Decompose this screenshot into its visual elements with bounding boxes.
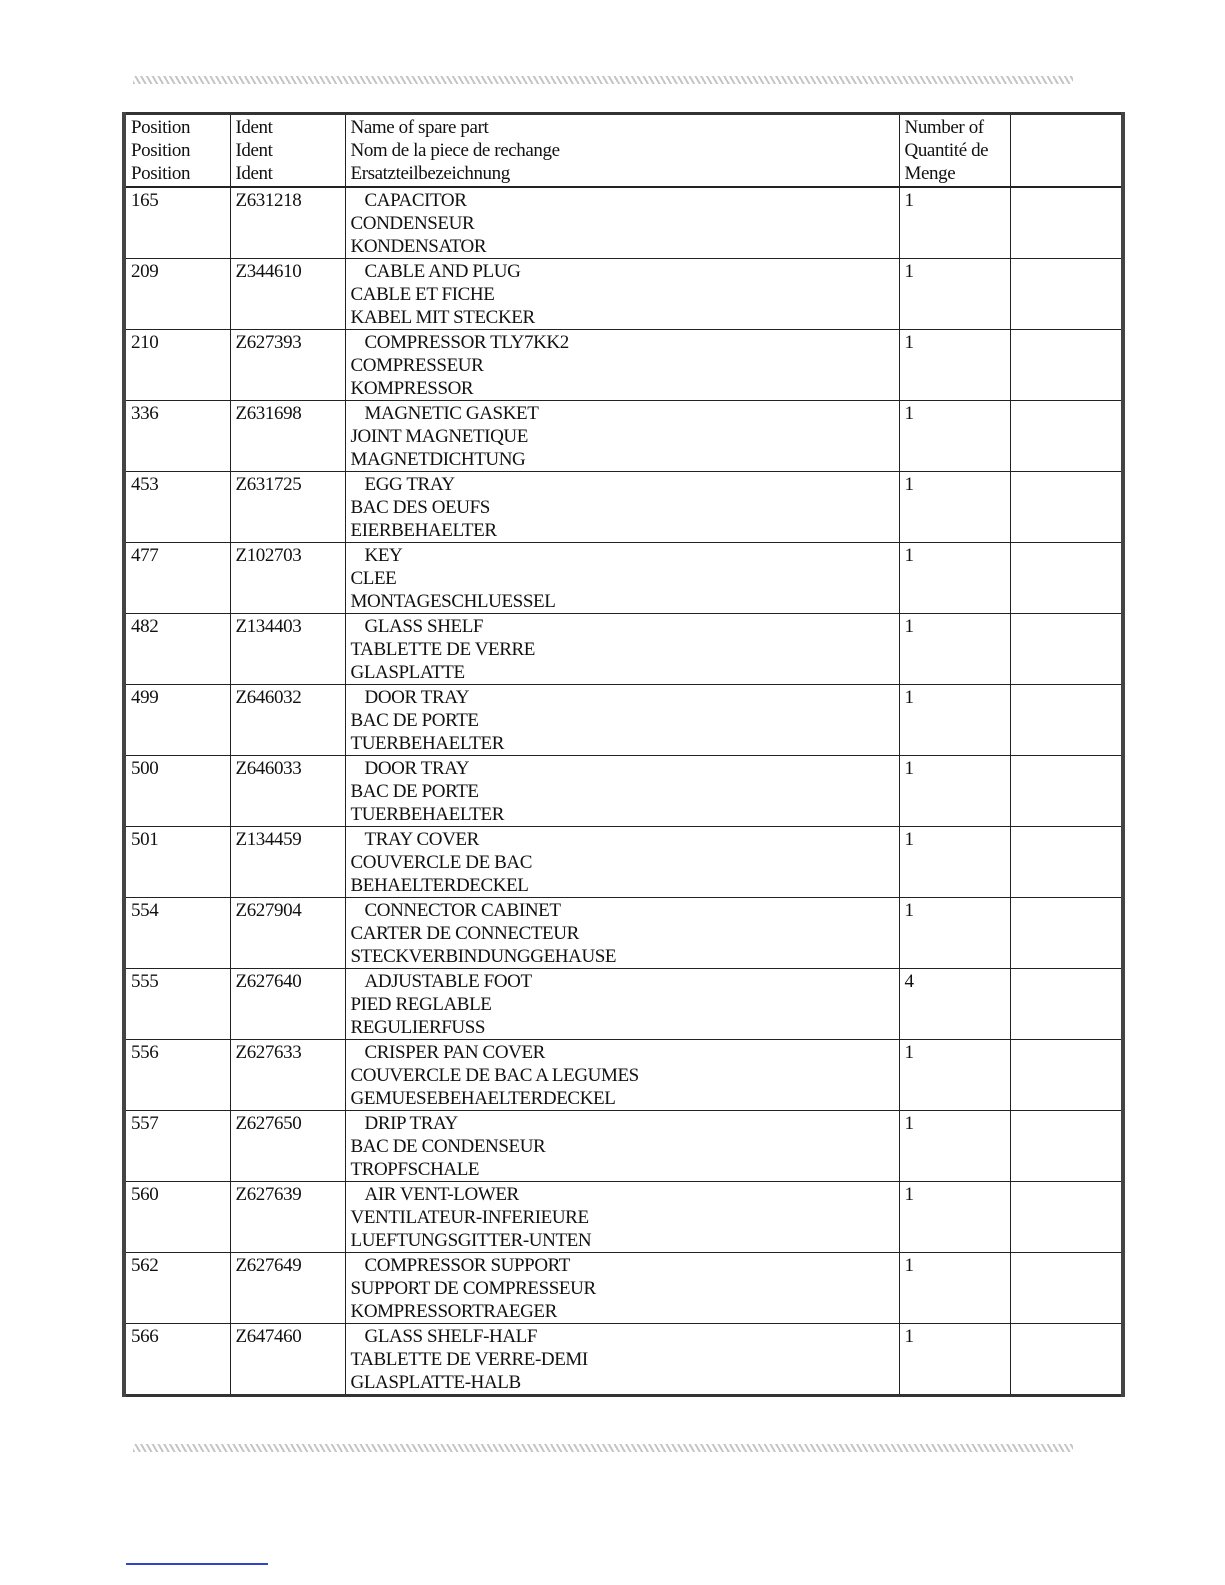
name-de: LUEFTUNGSGITTER-UNTEN <box>350 1229 592 1251</box>
name-en: CABLE AND PLUG <box>364 260 521 282</box>
name-en: ADJUSTABLE FOOT <box>364 970 532 992</box>
cell-position: 566 <box>124 1323 230 1395</box>
cell-position: 501 <box>124 826 230 897</box>
footnote-link-line <box>126 1563 268 1565</box>
cell-ident: Z646032 <box>230 684 345 755</box>
name-de: TUERBEHAELTER <box>350 803 504 825</box>
cell-ident: Z627649 <box>230 1252 345 1323</box>
cell-quantity: 1 <box>899 684 1010 755</box>
name-de: KONDENSATOR <box>350 235 487 257</box>
cell-ident: Z134459 <box>230 826 345 897</box>
name-en: TRAY COVER <box>364 828 479 850</box>
cell-name <box>345 1110 899 1181</box>
cell-ident: Z134403 <box>230 613 345 684</box>
header-quantity: Number of Quantité de Menge <box>899 114 1010 187</box>
name-en: COMPRESSOR SUPPORT <box>364 1254 570 1276</box>
header-name: Name of spare part Nom de la piece de rechange Ersatzteilbezeichnung <box>345 114 899 187</box>
cell-name <box>345 542 899 613</box>
cell-position: 562 <box>124 1252 230 1323</box>
cell-position: 500 <box>124 755 230 826</box>
name-fr: JOINT MAGNETIQUE <box>350 425 528 447</box>
cell-empty <box>1010 542 1123 613</box>
cell-quantity: 1 <box>899 329 1010 400</box>
cell-quantity: 1 <box>899 826 1010 897</box>
cell-empty <box>1010 1323 1123 1395</box>
cell-empty <box>1010 1181 1123 1252</box>
cell-name <box>345 1252 899 1323</box>
cell-position: 555 <box>124 968 230 1039</box>
cell-ident: Z627904 <box>230 897 345 968</box>
name-de: EIERBEHAELTER <box>350 519 497 541</box>
cell-ident: Z631725 <box>230 471 345 542</box>
cell-empty <box>1010 187 1123 259</box>
table-row <box>124 1252 1123 1323</box>
cell-name <box>345 329 899 400</box>
cell-position: 499 <box>124 684 230 755</box>
cell-name <box>345 258 899 329</box>
table-row <box>124 826 1123 897</box>
cell-empty <box>1010 400 1123 471</box>
name-de: KABEL MIT STECKER <box>350 306 535 328</box>
name-de: KOMPRESSOR <box>350 377 474 399</box>
cell-quantity: 1 <box>899 542 1010 613</box>
name-en: KEY <box>364 544 403 566</box>
name-fr: COUVERCLE DE BAC <box>350 851 532 873</box>
spare-parts-table <box>122 112 1125 1397</box>
table-row <box>124 471 1123 542</box>
cell-name <box>345 1039 899 1110</box>
name-de: MONTAGESCHLUESSEL <box>350 590 556 612</box>
cell-name <box>345 755 899 826</box>
cell-quantity: 1 <box>899 1181 1010 1252</box>
name-en: MAGNETIC GASKET <box>364 402 539 424</box>
cell-name <box>345 471 899 542</box>
name-de: TUERBEHAELTER <box>350 732 504 754</box>
name-de: GEMUESEBEHAELTERDECKEL <box>350 1087 616 1109</box>
cell-name <box>345 1181 899 1252</box>
cell-quantity: 1 <box>899 613 1010 684</box>
name-en: AIR VENT-LOWER <box>364 1183 519 1205</box>
cell-ident: Z344610 <box>230 258 345 329</box>
table-header-row <box>124 114 1123 187</box>
name-fr: BAC DES OEUFS <box>350 496 490 518</box>
cell-ident: Z627650 <box>230 1110 345 1181</box>
cell-position: 554 <box>124 897 230 968</box>
cell-ident: Z102703 <box>230 542 345 613</box>
table-row <box>124 187 1123 259</box>
cell-ident: Z627639 <box>230 1181 345 1252</box>
name-en: DRIP TRAY <box>364 1112 458 1134</box>
cell-empty <box>1010 1110 1123 1181</box>
name-fr: COMPRESSEUR <box>350 354 484 376</box>
cell-empty <box>1010 329 1123 400</box>
name-fr: BAC DE PORTE <box>350 709 479 731</box>
cell-ident: Z631698 <box>230 400 345 471</box>
header-position: Position Position Position <box>124 114 230 187</box>
cell-name <box>345 400 899 471</box>
name-fr: BAC DE CONDENSEUR <box>350 1135 546 1157</box>
cell-quantity: 4 <box>899 968 1010 1039</box>
cell-position: 560 <box>124 1181 230 1252</box>
cell-empty <box>1010 1252 1123 1323</box>
header-empty <box>1010 114 1123 187</box>
cell-position: 557 <box>124 1110 230 1181</box>
name-en: CONNECTOR CABINET <box>364 899 561 921</box>
cell-empty <box>1010 897 1123 968</box>
cell-position: 477 <box>124 542 230 613</box>
cell-empty <box>1010 613 1123 684</box>
cell-empty <box>1010 258 1123 329</box>
cell-position: 556 <box>124 1039 230 1110</box>
name-de: BEHAELTERDECKEL <box>350 874 529 896</box>
cell-quantity: 1 <box>899 1252 1010 1323</box>
name-fr: CLEE <box>350 567 397 589</box>
cell-position: 482 <box>124 613 230 684</box>
name-fr: CARTER DE CONNECTEUR <box>350 922 579 944</box>
name-fr: VENTILATEUR-INFERIEURE <box>350 1206 589 1228</box>
name-en: CAPACITOR <box>364 189 467 211</box>
cell-quantity: 1 <box>899 1039 1010 1110</box>
name-en: CRISPER PAN COVER <box>364 1041 545 1063</box>
table-row <box>124 1181 1123 1252</box>
name-fr: COUVERCLE DE BAC A LEGUMES <box>350 1064 639 1086</box>
name-fr: TABLETTE DE VERRE-DEMI <box>350 1348 588 1370</box>
cell-empty <box>1010 684 1123 755</box>
header-ident: Ident Ident Ident <box>230 114 345 187</box>
cell-quantity: 1 <box>899 471 1010 542</box>
table-row <box>124 542 1123 613</box>
table-row <box>124 755 1123 826</box>
name-en: DOOR TRAY <box>364 686 470 708</box>
name-de: MAGNETDICHTUNG <box>350 448 526 470</box>
cell-empty <box>1010 826 1123 897</box>
cell-position: 210 <box>124 329 230 400</box>
cell-ident: Z646033 <box>230 755 345 826</box>
table-row <box>124 613 1123 684</box>
cell-quantity: 1 <box>899 400 1010 471</box>
name-de: TROPFSCHALE <box>350 1158 480 1180</box>
name-fr: PIED REGLABLE <box>350 993 492 1015</box>
name-de: REGULIERFUSS <box>350 1016 486 1038</box>
header-divider <box>133 76 1073 84</box>
cell-name <box>345 1323 899 1395</box>
name-de: STECKVERBINDUNGGEHAUSE <box>350 945 617 967</box>
name-fr: CONDENSEUR <box>350 212 475 234</box>
cell-empty <box>1010 1039 1123 1110</box>
table-row <box>124 1039 1123 1110</box>
cell-name <box>345 684 899 755</box>
cell-name <box>345 826 899 897</box>
name-de: GLASPLATTE-HALB <box>350 1371 521 1393</box>
cell-ident: Z627393 <box>230 329 345 400</box>
cell-position: 209 <box>124 258 230 329</box>
name-en: GLASS SHELF <box>364 615 484 637</box>
cell-name <box>345 613 899 684</box>
cell-name <box>345 897 899 968</box>
cell-ident: Z631218 <box>230 187 345 259</box>
name-en: GLASS SHELF-HALF <box>364 1325 538 1347</box>
cell-name <box>345 187 899 259</box>
table-row <box>124 1110 1123 1181</box>
cell-empty <box>1010 968 1123 1039</box>
footer-divider <box>133 1444 1073 1452</box>
cell-quantity: 1 <box>899 1110 1010 1181</box>
cell-quantity: 1 <box>899 897 1010 968</box>
cell-empty <box>1010 755 1123 826</box>
table-row <box>124 258 1123 329</box>
table-row <box>124 329 1123 400</box>
name-fr: TABLETTE DE VERRE <box>350 638 535 660</box>
table-row <box>124 897 1123 968</box>
cell-quantity: 1 <box>899 1323 1010 1395</box>
cell-empty <box>1010 471 1123 542</box>
name-en: DOOR TRAY <box>364 757 470 779</box>
cell-quantity: 1 <box>899 258 1010 329</box>
table-row <box>124 684 1123 755</box>
table-row <box>124 400 1123 471</box>
cell-position: 165 <box>124 187 230 259</box>
cell-ident: Z627640 <box>230 968 345 1039</box>
cell-ident: Z627633 <box>230 1039 345 1110</box>
table-row <box>124 968 1123 1039</box>
name-en: EGG TRAY <box>364 473 455 495</box>
cell-ident: Z647460 <box>230 1323 345 1395</box>
cell-quantity: 1 <box>899 187 1010 259</box>
cell-position: 453 <box>124 471 230 542</box>
name-de: GLASPLATTE <box>350 661 465 683</box>
table-row <box>124 1323 1123 1395</box>
cell-name <box>345 968 899 1039</box>
name-de: KOMPRESSORTRAEGER <box>350 1300 557 1322</box>
cell-quantity: 1 <box>899 755 1010 826</box>
name-fr: CABLE ET FICHE <box>350 283 495 305</box>
name-en: COMPRESSOR TLY7KK2 <box>364 331 569 353</box>
name-fr: BAC DE PORTE <box>350 780 479 802</box>
name-fr: SUPPORT DE COMPRESSEUR <box>350 1277 596 1299</box>
cell-position: 336 <box>124 400 230 471</box>
